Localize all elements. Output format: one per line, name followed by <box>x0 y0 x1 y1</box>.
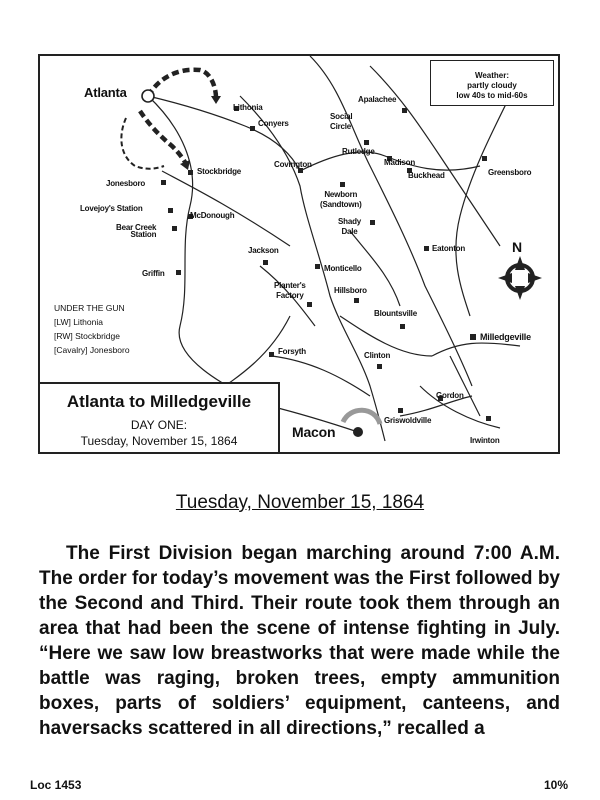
map-day: DAY ONE: <box>130 418 188 432</box>
town-label-atlanta: Atlanta <box>84 85 127 100</box>
town-dot <box>176 270 181 275</box>
legend-line: [Cavalry] Jonesboro <box>54 345 130 355</box>
town-label-conyers: Conyers <box>258 119 289 128</box>
shady-dale-line-1: Shady <box>338 217 362 226</box>
town-label-jonesboro: Jonesboro <box>106 179 146 188</box>
road-line <box>162 171 290 246</box>
planters-line-1: Planter's <box>274 281 306 290</box>
macon-marker <box>353 427 363 437</box>
town-dot <box>263 260 268 265</box>
town-dot <box>364 140 369 145</box>
river-line <box>450 356 480 416</box>
march-arrow <box>211 96 221 104</box>
weather-box <box>430 60 554 106</box>
town-dot <box>482 156 487 161</box>
compass-point <box>515 256 525 270</box>
town-dot <box>470 334 476 340</box>
under-the-gun-legend <box>54 301 130 357</box>
legend-line: [LW] Lithonia <box>54 317 103 327</box>
town-dot <box>354 298 359 303</box>
town-label-milledgeville: Milledgeville <box>480 332 531 342</box>
map-title: Atlanta to Milledgeville <box>66 392 252 411</box>
town-dot <box>269 352 274 357</box>
weather-line: partly cloudy <box>467 81 517 90</box>
town-label-covington: Covington <box>274 160 312 169</box>
town-label-forsyth: Forsyth <box>278 347 306 356</box>
town-label-irwinton: Irwinton <box>470 436 500 445</box>
road-line <box>272 356 370 396</box>
compass-rose <box>498 256 542 300</box>
town-dot <box>307 302 312 307</box>
compass-north-label: N <box>512 239 522 255</box>
town-label-blountsville: Blountsville <box>374 309 417 318</box>
town-dot <box>340 182 345 187</box>
town-label-apalachee: Apalachee <box>358 95 397 104</box>
town-dot <box>168 208 173 213</box>
town-dot <box>400 324 405 329</box>
town-label-greensboro: Greensboro <box>488 168 532 177</box>
compass-point <box>515 286 525 300</box>
location-indicator: Loc 1453 <box>30 778 82 792</box>
weather-line: Weather: <box>474 71 510 80</box>
town-label-shady-dale <box>338 217 361 237</box>
town-dot <box>250 126 255 131</box>
town-label-macon: Macon <box>292 424 336 440</box>
weather-line: low 40s to mid-60s <box>456 91 528 100</box>
map-date: Tuesday, November 15, 1864 <box>80 434 238 448</box>
town-dot <box>161 180 166 185</box>
planters-line-2: Factory <box>276 291 304 300</box>
map-figure <box>38 54 560 454</box>
town-dot <box>377 364 382 369</box>
atlanta-marker <box>142 90 154 102</box>
bear-creek-line-1: Bear Creek <box>116 223 157 232</box>
compass-point <box>498 273 512 283</box>
town-label-gordon: Gordon <box>436 391 464 400</box>
town-label-eatonton: Eatonton <box>432 244 466 253</box>
town-dot <box>398 408 403 413</box>
map-title-box <box>40 382 280 454</box>
legend-line: [RW] Stockbridge <box>54 331 120 341</box>
march-route-line <box>148 70 216 98</box>
town-label-clinton: Clinton <box>364 351 391 360</box>
town-label-rutledge: Rutledge <box>342 147 375 156</box>
legend-heading: UNDER THE GUN <box>54 303 125 313</box>
town-label-monticello: Monticello <box>324 264 362 273</box>
town-label-jackson: Jackson <box>248 246 279 255</box>
macon-arc <box>343 410 380 424</box>
town-dot <box>188 170 193 175</box>
body-paragraph: The First Division began marching around 7:00 A.M. The order for today’s movement was the First followed by the Second and Third. Their route took them through an area that had been the scene of intense fighting in July. “Here we saw low breastworks that were made while the battle was raging, broken trees, empty ammunition boxes, parts of soldiers’ equipment, canteens, and haversacks scattered in all directions,” recalled a <box>39 543 560 739</box>
town-dot <box>172 226 177 231</box>
town-label-stockbridge: Stockbridge <box>197 167 242 176</box>
progress-percent: 10% <box>543 778 568 792</box>
town-label-bear-creek <box>116 224 156 238</box>
town-dot <box>370 220 375 225</box>
road-line <box>432 343 520 356</box>
march-route-line <box>121 118 164 169</box>
newborn-line-1: Newborn <box>324 190 358 199</box>
body-text <box>39 541 560 741</box>
social-circle-line-2: Circle <box>330 122 352 131</box>
town-label-newborn <box>320 190 362 210</box>
river-line <box>456 96 510 316</box>
town-label-buckhead: Buckhead <box>408 171 445 180</box>
town-dot <box>486 416 491 421</box>
town-label-griffin: Griffin <box>142 269 165 278</box>
town-dot <box>424 246 429 251</box>
newborn-line-2: (Sandtown) <box>320 200 362 209</box>
town-label-griswoldville: Griswoldville <box>384 416 432 425</box>
town-label-mcdonough: McDonough <box>190 211 235 220</box>
social-circle-line-1: Social <box>330 112 353 121</box>
bear-creek-line-2: Station <box>130 230 157 239</box>
page-heading: Tuesday, November 15, 1864 <box>175 492 425 513</box>
town-label-planters <box>274 281 306 301</box>
compass-point <box>528 273 542 283</box>
shady-dale-line-2: Dale <box>341 227 358 236</box>
town-label-lithonia: Lithonia <box>233 103 263 112</box>
town-dot <box>402 108 407 113</box>
town-label-hillsboro: Hillsboro <box>334 286 367 295</box>
march-route-line <box>140 111 186 164</box>
town-label-lovejoys: Lovejoy's Station <box>80 204 143 213</box>
town-dot <box>315 264 320 269</box>
town-label-social-circle <box>330 112 352 132</box>
town-label-madison: Madison <box>384 158 416 167</box>
